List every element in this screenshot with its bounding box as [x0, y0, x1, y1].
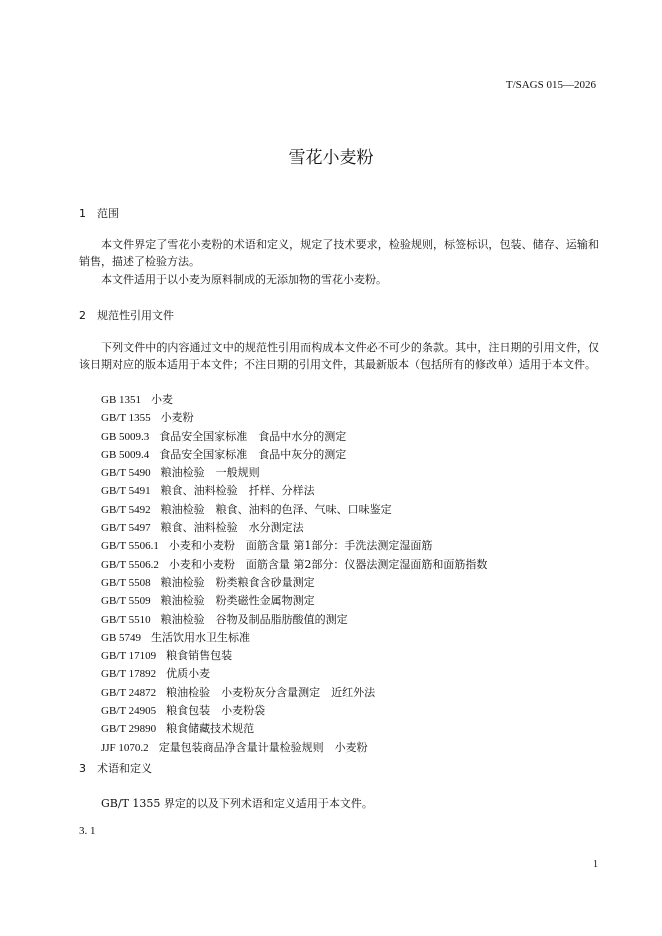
reference-item: [101, 482, 487, 500]
reference-title: 小麦和小麦粉 面筋含量 第2部分：仪器法测定湿面筋和面筋指数: [168, 557, 488, 571]
reference-title: 优质小麦: [166, 667, 211, 681]
reference-title: 粮食、油料检验 水分测定法: [160, 521, 304, 535]
reference-list: [101, 391, 487, 757]
reference-title: 粮油检验 粉类磁性金属物测定: [160, 594, 315, 608]
document-title: 雪花小麦粉: [288, 148, 374, 168]
reference-code: GB 1351: [101, 394, 142, 406]
reference-code: GB 5009.4: [101, 448, 150, 461]
reference-item: [101, 739, 487, 757]
reference-code: GB 5749: [101, 631, 142, 644]
reference-code: GB/T 5490: [101, 467, 151, 480]
reference-code: GB/T 24905: [101, 705, 157, 718]
reference-title: 粮油检验 小麦粉灰分含量测定 近红外法: [166, 685, 376, 699]
reference-item: [101, 684, 487, 702]
section-2-number: 2: [79, 309, 86, 322]
reference-code: GB/T 5491: [101, 485, 151, 498]
reference-item: [101, 537, 487, 555]
reference-title: 粮食包装 小麦粉袋: [166, 704, 266, 718]
reference-item: [101, 720, 487, 738]
reference-item: [101, 446, 487, 464]
reference-code: GB/T 5506.1: [101, 540, 159, 553]
reference-item: [101, 611, 487, 629]
normative-references-intro: 下列文件中的内容通过文中的规范性引用而构成本文件必不可少的条款。其中，注日期的引用文件，仅该日期对应的版本适用于本文件；不注日期的引用文件，其最新版本（包括所有的修改单）适用于本文件。: [79, 341, 599, 371]
terms-intro: GB/T 1355 界定的以及下列术语和定义适用于本文件。: [101, 797, 373, 810]
reference-code: JJF 1070.2: [101, 741, 149, 754]
reference-code: GB 5009.3: [101, 430, 150, 443]
reference-code: GB/T 5497: [101, 522, 151, 535]
reference-item: [101, 574, 487, 592]
section-3-heading: [79, 760, 152, 776]
section-1-heading: [79, 205, 119, 221]
reference-title: 小麦粉: [160, 411, 194, 425]
reference-item: [101, 629, 487, 647]
subclause-number: 3. 1: [79, 825, 96, 837]
reference-title: 粮油检验 一般规则: [160, 466, 260, 480]
reference-item: [101, 647, 487, 665]
reference-item: [101, 665, 487, 683]
reference-title: 粮油检验 谷物及制品脂肪酸值的测定: [160, 612, 348, 626]
reference-title: 小麦: [151, 393, 174, 406]
reference-item: [101, 519, 487, 537]
standard-code: T/SAGS 015—2026: [505, 79, 596, 91]
reference-title: 生活饮用水卫生标准: [151, 630, 251, 644]
reference-code: GB/T 17109: [101, 650, 157, 663]
reference-title: 粮食储藏技术规范: [166, 722, 255, 736]
scope-paragraph-2: 本文件适用于以小麦为原料制成的无添加物的雪花小麦粉。: [101, 273, 387, 286]
reference-item: [101, 409, 487, 427]
reference-title: 食品安全国家标准 食品中水分的测定: [159, 429, 347, 443]
section-3-number: 3: [79, 762, 86, 775]
reference-title: 粮油检验 粉类粮食含砂量测定: [160, 575, 315, 589]
reference-item: [101, 702, 487, 720]
reference-code: GB/T 5510: [101, 613, 151, 626]
reference-item: [101, 592, 487, 610]
reference-code: GB/T 5506.2: [101, 558, 159, 571]
reference-item: [101, 501, 487, 519]
reference-title: 食品安全国家标准 食品中灰分的测定: [159, 447, 347, 461]
reference-item: [101, 391, 487, 409]
reference-code: GB/T 29890: [101, 723, 157, 736]
reference-item: [101, 428, 487, 446]
section-3-title: 术语和定义: [97, 762, 152, 775]
reference-title: 定量包装商品净含量计量检验规则 小麦粉: [158, 740, 368, 754]
reference-code: GB/T 1355: [101, 412, 151, 425]
reference-title: 粮油检验 粮食、油料的色泽、气味、口味鉴定: [160, 502, 392, 516]
section-2-heading: [79, 307, 174, 323]
reference-code: GB/T 5508: [101, 576, 151, 589]
reference-code: GB/T 5492: [101, 503, 151, 516]
reference-code: GB/T 5509: [101, 595, 151, 608]
reference-item: [101, 464, 487, 482]
reference-code: GB/T 17892: [101, 668, 157, 681]
scope-paragraph-1: 本文件界定了雪花小麦粉的术语和定义，规定了技术要求，检验规则，标签标识，包装、储存、运输和销售，描述了检验方法。: [79, 238, 599, 268]
reference-item: [101, 556, 487, 574]
section-1-number: 1: [79, 207, 86, 220]
reference-title: 粮食、油料检验 扦样、分样法: [160, 484, 315, 498]
reference-title: 粮食销售包装: [166, 649, 233, 663]
section-2-title: 规范性引用文件: [97, 309, 174, 322]
reference-title: 小麦和小麦粉 面筋含量 第1部分：手洗法测定湿面筋: [168, 539, 433, 553]
reference-code: GB/T 24872: [101, 686, 157, 699]
section-1-title: 范围: [97, 207, 119, 220]
page-number: 1: [593, 859, 598, 870]
